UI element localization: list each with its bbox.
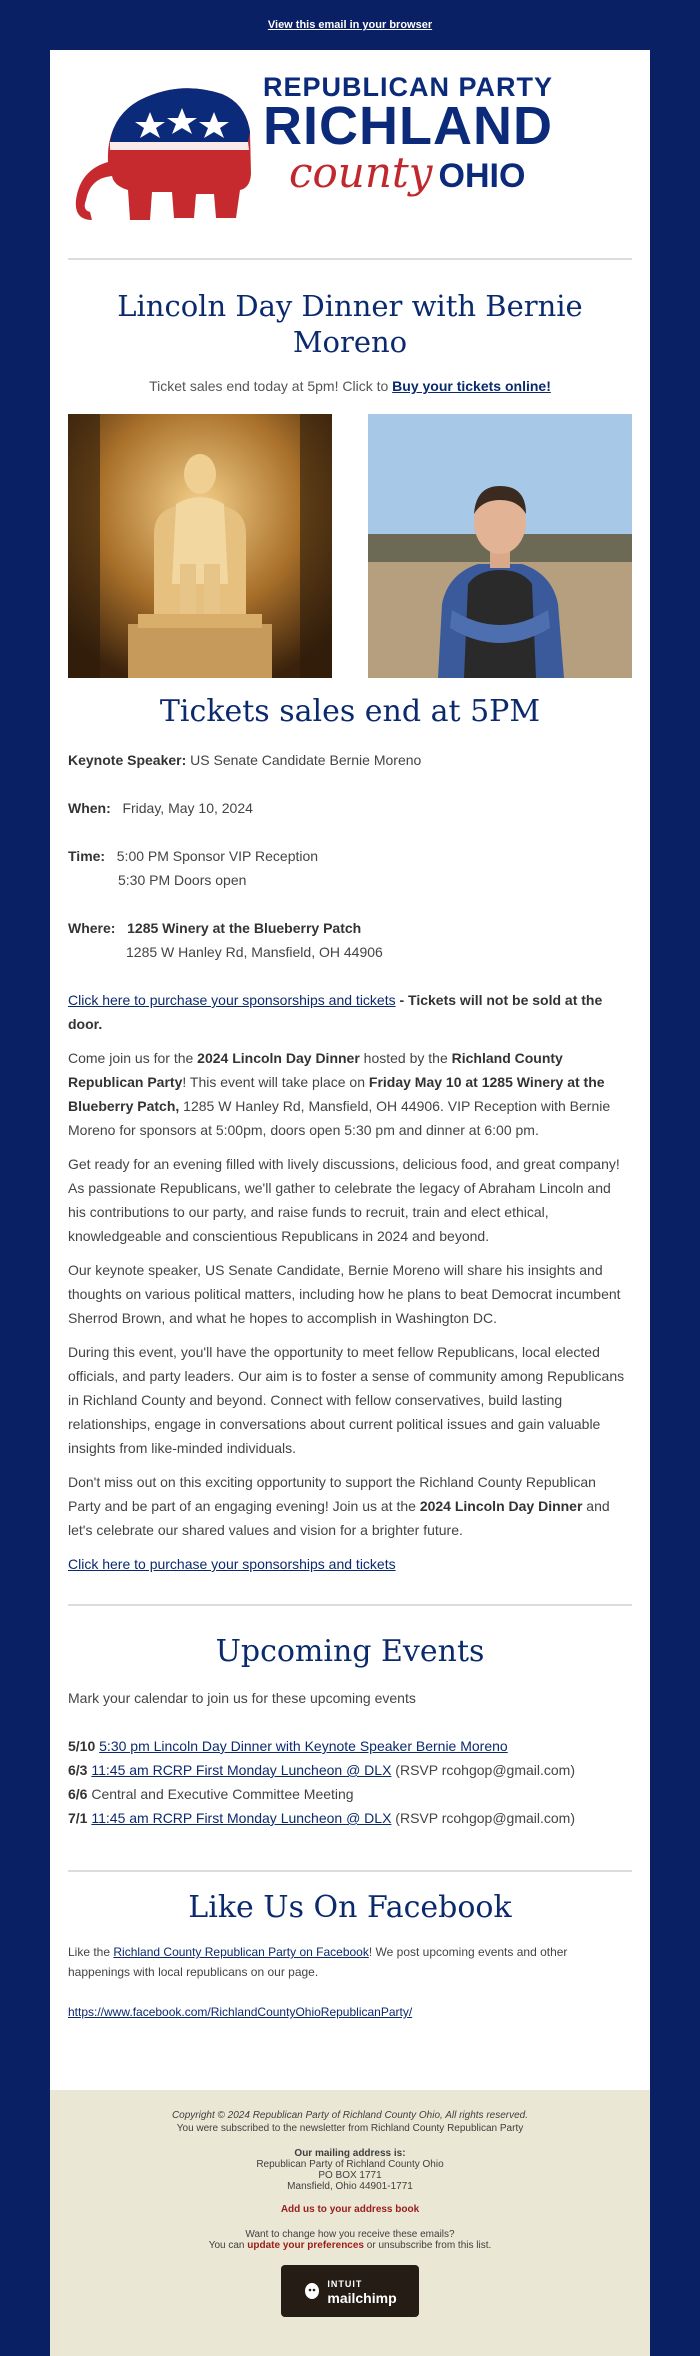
time-line-2: 5:30 PM Doors open <box>118 872 247 888</box>
evening-paragraph: Get ready for an evening filled with lively discussions, delicious food, and great company! As passionate Republicans, we'll gather to celebrate the legacy of Abraham Lincoln and his contributions to our party, and raise funds to recruit, train and elect ethical, knowledgeable and conscientious Republicans in 2024 and beyond. <box>68 1156 620 1244</box>
mailchimp-icon <box>303 2281 321 2301</box>
where-label: Where: <box>68 920 116 936</box>
purchase-tickets-link-2[interactable]: Click here to purchase your sponsorships and tickets <box>68 1556 396 1572</box>
logo-county: county <box>289 148 433 197</box>
event-item: 5/10 5:30 pm Lincoln Day Dinner with Keynote Speaker Bernie Moreno <box>68 1738 508 1754</box>
lincoln-memorial-image <box>68 414 332 678</box>
logo-ohio: OHIO <box>438 157 526 195</box>
facebook-page-link[interactable]: Richland County Republican Party on Facebook <box>113 1945 369 1959</box>
facebook-section <box>50 1888 650 2022</box>
facebook-url-line <box>68 2002 632 2022</box>
facebook-paragraph: Like the Richland County Republican Party on Facebook! We post upcoming events and other happenings with local republicans on our page. <box>68 1945 568 1979</box>
facebook-url-link[interactable]: https://www.facebook.com/RichlandCountyOhioRepublicanParty/ <box>68 2005 413 2019</box>
where-line <box>68 916 632 940</box>
unsubscribe-link[interactable]: unsubscribe from this list <box>378 2240 489 2251</box>
subscribed-note: You were subscribed to the newsletter from Richland County Republican Party <box>176 2123 524 2134</box>
photo-row <box>68 414 632 678</box>
closing-paragraph: Don't miss out on this exciting opportunity to support the Richland County Republican Party and be part of an engaging evening! Join us at the 2024 Lincoln Day Dinner and let's celebrate our shared values and vision for a brighter future. <box>68 1474 610 1538</box>
party-logo <box>50 50 650 250</box>
tickets-end-heading: Tickets sales end at 5PM <box>159 694 541 729</box>
logo-line1: REPUBLICAN PARTY <box>263 72 554 102</box>
keynote-line <box>68 748 632 772</box>
event-link[interactable]: 5:30 pm Lincoln Day Dinner with Keynote Speaker Bernie Moreno <box>99 1738 508 1754</box>
ticket-notice-text: Ticket sales end today at 5pm! Click to <box>149 378 393 394</box>
purchase-line-2 <box>68 1552 632 1576</box>
ticket-notice <box>68 378 632 394</box>
badge-mailchimp: mailchimp <box>327 2290 397 2306</box>
event-item: 6/3 11:45 am RCRP First Monday Luncheon @ DLX (RSVP rcohgop@gmail.com) <box>68 1762 575 1778</box>
divider <box>68 1604 632 1606</box>
when-line <box>68 796 632 820</box>
upcoming-events-section <box>50 1632 650 1830</box>
when-label: When: <box>68 800 111 816</box>
change-question: Want to change how you receive these emails? <box>245 2229 455 2240</box>
view-in-browser-link[interactable]: View this email in your browser <box>267 19 433 31</box>
top-bar <box>0 0 700 50</box>
community-paragraph: During this event, you'll have the opportunity to meet fellow Republicans, local elected officials, and party leaders. Our aim is to foster a sense of community among Republicans in Richland County and beyond. Connect with fellow conservatives, build lasting relationships, engage in conversations about current political issues and gain valuable insights from like-minded individuals. <box>68 1344 625 1456</box>
mailchimp-badge[interactable] <box>281 2265 419 2317</box>
copyright: Copyright © 2024 Republican Party of Richland County Ohio, All rights reserved. <box>171 2110 529 2121</box>
email-body <box>50 50 650 2090</box>
intro-paragraph: Come join us for the 2024 Lincoln Day Dinner hosted by the Richland County Republican Party! This event will take place on Friday May 10 at 1285 Winery at the Blueberry Patch, 1285 W Hanley Rd, Mansfield, OH 44906. VIP Reception with Bernie Moreno for sponsors at 5:00pm, doors open 5:30 pm and dinner at 6:00 pm. <box>68 1050 611 1138</box>
where-line-2: 1285 W Hanley Rd, Mansfield, OH 44906 <box>126 944 383 960</box>
event-list <box>68 1734 632 1830</box>
purchase-line <box>68 988 632 1036</box>
address-line: Mansfield, Ohio 44901-1771 <box>287 2181 413 2192</box>
email-footer <box>50 2090 650 2356</box>
preferences-line: You can update your preferences or unsubscribe from this list. <box>208 2240 492 2251</box>
logo-wordmark <box>263 72 623 196</box>
time-line <box>68 844 632 868</box>
when-value: Friday, May 10, 2024 <box>122 800 253 816</box>
keynote-value: US Senate Candidate Bernie Moreno <box>186 752 422 768</box>
time-label: Time: <box>68 848 106 864</box>
update-preferences-link[interactable]: update your preferences <box>247 2240 364 2251</box>
purchase-note: - Tickets will not be sold at the door. <box>68 992 603 1032</box>
mailing-label: Our mailing address is: <box>294 2148 406 2159</box>
events-intro: Mark your calendar to join us for these upcoming events <box>68 1690 416 1706</box>
keynote-paragraph: Our keynote speaker, US Senate Candidate, Bernie Moreno will share his insights and thoughts on various political matters, including how he plans to beat Democrat incumbent Sherrod Brown, and what he hopes to accomplish in Washington DC. <box>68 1262 621 1326</box>
badge-intuit: INTUIT <box>327 2279 363 2289</box>
purchase-tickets-link[interactable]: Click here to purchase your sponsorships and tickets <box>68 992 396 1008</box>
time-value-1: 5:00 PM Sponsor VIP Reception <box>116 848 319 864</box>
event-link[interactable]: 11:45 am RCRP First Monday Luncheon @ DLX <box>91 1810 392 1826</box>
facebook-heading: Like Us On Facebook <box>188 1890 512 1925</box>
event-item: 6/6 Central and Executive Committee Meeting <box>68 1786 354 1802</box>
where-value-1: 1285 Winery at the Blueberry Patch <box>127 920 362 936</box>
event-link[interactable]: 11:45 am RCRP First Monday Luncheon @ DLX <box>91 1762 392 1778</box>
divider <box>68 258 632 260</box>
upcoming-events-heading: Upcoming Events <box>215 1634 485 1669</box>
add-address-book-link[interactable]: Add us to your address book <box>280 2204 420 2215</box>
keynote-label: Keynote Speaker: <box>68 752 187 768</box>
candidate-portrait-image <box>368 414 632 678</box>
logo-line2: RICHLAND <box>263 96 553 156</box>
divider <box>68 1870 632 1872</box>
buy-tickets-link[interactable]: Buy your tickets online! <box>392 378 551 394</box>
event-item: 7/1 11:45 am RCRP First Monday Luncheon @ DLX (RSVP rcohgop@gmail.com) <box>68 1810 575 1826</box>
event-title: Lincoln Day Dinner with Bernie Moreno <box>117 289 583 359</box>
address-line: PO BOX 1771 <box>318 2170 382 2181</box>
address-line: Republican Party of Richland County Ohio <box>256 2159 444 2170</box>
